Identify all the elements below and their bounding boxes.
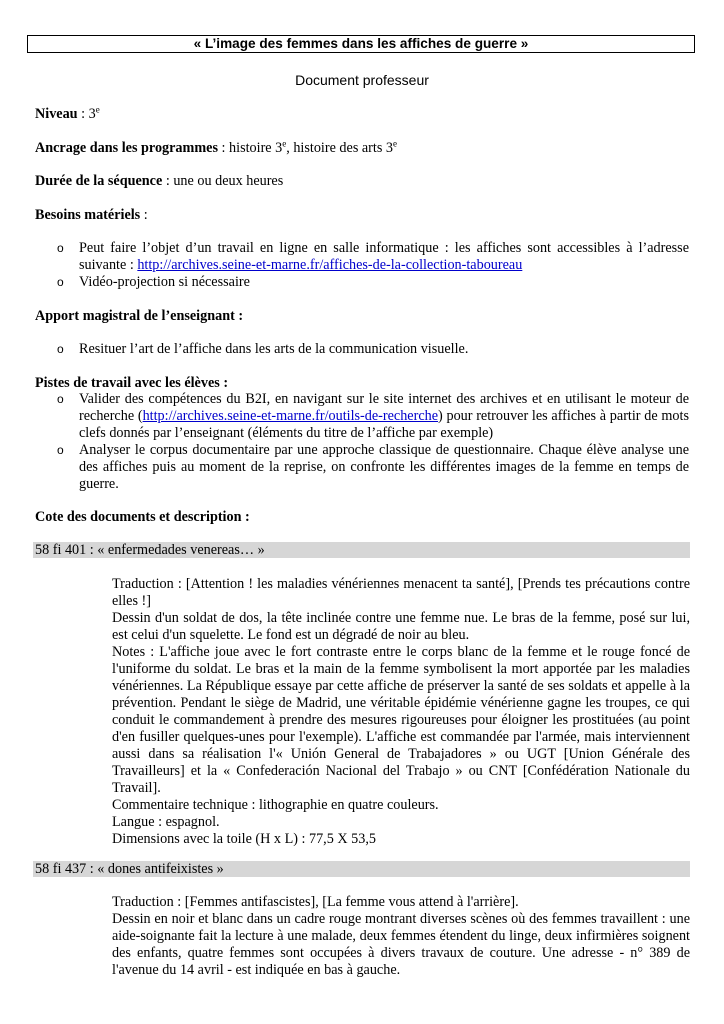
besoins-item-2: Vidéo-projection si nécessaire — [79, 274, 250, 290]
description-paragraph: Dessin d'un soldat de dos, la tête inclinée contre une femme nue. Le bras de la femme, posé sur lui, est celui d'un squelette. Le fond est un dégradé de noir au bleu. — [112, 610, 690, 643]
description-paragraph: Traduction : [Attention ! les maladies vénériennes menacent ta santé], [Prends tes précautions contre elles !] — [112, 576, 690, 609]
duree-value: une ou deux heures — [173, 173, 284, 189]
niveau-sep: : — [77, 106, 89, 122]
pistes-item-1-after: ) pour retrouver les affiches à partir de mots clefs donnés par l’enseignant (éléments du titre de l’affiche par exemple) — [79, 408, 689, 441]
niveau-label: Niveau — [35, 106, 78, 122]
ancrage-sep: : — [217, 140, 230, 156]
duree-sep: : — [162, 173, 174, 189]
duree-line — [35, 173, 283, 190]
archives-recherche-link[interactable]: http://archives.seine-et-marne.fr/outils-de-recherche — [142, 408, 439, 424]
document-title: « L’image des femmes dans les affiches de guerre » — [27, 35, 695, 53]
description-paragraph: Commentaire technique : lithographie en quatre couleurs. — [112, 797, 439, 813]
document-subtitle: Document professeur — [295, 72, 429, 88]
pistes-heading — [35, 375, 228, 392]
bullet-icon: o — [57, 443, 64, 457]
bullet-icon: o — [57, 241, 64, 255]
besoins-label: Besoins matériels — [35, 207, 141, 223]
description-paragraph: Notes : L'affiche joue avec le fort contraste entre le corps blanc de la femme et le rouge foncé de l'uniforme du soldat. Le bras et la main de la femme symbolisent la mort apportée par les maladies vénériennes. La République essaye par cette affiche de préserver la santé de ses soldats et appelle à la prévention. Pendant le siège de Madrid, une véritable épidémie vénérienne gagne les troupes, ce qui conduit le commandement à prendre des mesures rigoureuses pour éloigner les prostituées (au point d'en fusiller quelques-unes pour l'exemple). L'affiche est commandée par l'armée, mais interviennent aussi dans sa réalisation l'« Unión General de Trabajadores » ou UGT [Union Générale des Travailleurs] et la « Confederación Nacional del Trabajo » ou CNT [Confédération Nationale du Travail]. — [112, 644, 690, 796]
document-cote-bar: 58 fi 401 : « enfermedades venereas… » — [33, 542, 690, 558]
ancrage-line — [35, 140, 397, 157]
bullet-icon: o — [57, 392, 64, 406]
niveau-sup: e — [95, 104, 100, 115]
besoins-item-1 — [79, 240, 689, 274]
duree-label: Durée de la séquence — [35, 173, 163, 189]
apport-item-1: Resituer l’art de l’affiche dans les arts de la communication visuelle. — [79, 341, 469, 357]
ancrage-sup-1: e — [282, 138, 287, 149]
pistes-item-1 — [79, 391, 689, 442]
apport-label: Apport magistral de l’enseignant : — [35, 308, 244, 324]
pistes-item-2: Analyser le corpus documentaire par une approche classique de questionnaire. Chaque élève analyse une des affiches puis au moment de la reprise, on confronte les différentes images de la femme en temps de guerre. — [79, 442, 689, 492]
ancrage-value-1: histoire 3 — [229, 140, 283, 156]
besoins-item-1-text: Peut faire l’objet d’un travail en ligne en salle informatique : les affiches sont accessibles à l’adresse suivante : — [79, 240, 689, 273]
ancrage-value-2: , histoire des arts 3 — [286, 140, 394, 156]
pistes-label: Pistes de travail avec les élèves : — [35, 375, 229, 391]
niveau-value: 3 — [88, 106, 96, 122]
description-paragraph: Traduction : [Femmes antifascistes], [La femme vous attend à l'arrière]. — [112, 894, 519, 910]
apport-heading — [35, 308, 243, 325]
document-description — [112, 894, 690, 979]
cote-label: Cote des documents et description : — [35, 509, 250, 525]
pistes-item-1-before: Valider des compétences du B2I, en navigant sur le site internet des archives et en utilisant le moteur de recherche ( — [79, 391, 689, 424]
niveau-line — [35, 106, 100, 123]
besoins-sep: : — [140, 207, 148, 223]
ancrage-sup-2: e — [393, 138, 398, 149]
description-paragraph: Dessin en noir et blanc dans un cadre rouge montrant diverses scènes où des femmes travaillent : une aide-soignante fait la lecture à une malade, deux femmes étendent du linge, deux infirmières soignent des enfants, quatre femmes sont occupées à divers travaux de couture. Une adresse - n° 389 de l'avenue du 14 avril - est indiquée en bas à gauche. — [112, 911, 690, 978]
bullet-icon: o — [57, 342, 64, 356]
archives-affiches-link[interactable]: http://archives.seine-et-marne.fr/affiches-de-la-collection-taboureau — [137, 257, 523, 273]
cote-heading — [35, 509, 250, 526]
description-paragraph: Langue : espagnol. — [112, 814, 220, 830]
document-cote-bar: 58 fi 437 : « dones antifeixistes » — [33, 861, 690, 877]
bullet-icon: o — [57, 275, 64, 289]
description-paragraph: Dimensions avec la toile (H x L) : 77,5 X 53,5 — [112, 831, 376, 847]
besoins-heading — [35, 207, 148, 224]
document-description — [112, 576, 690, 848]
ancrage-label: Ancrage dans les programmes — [35, 140, 218, 156]
